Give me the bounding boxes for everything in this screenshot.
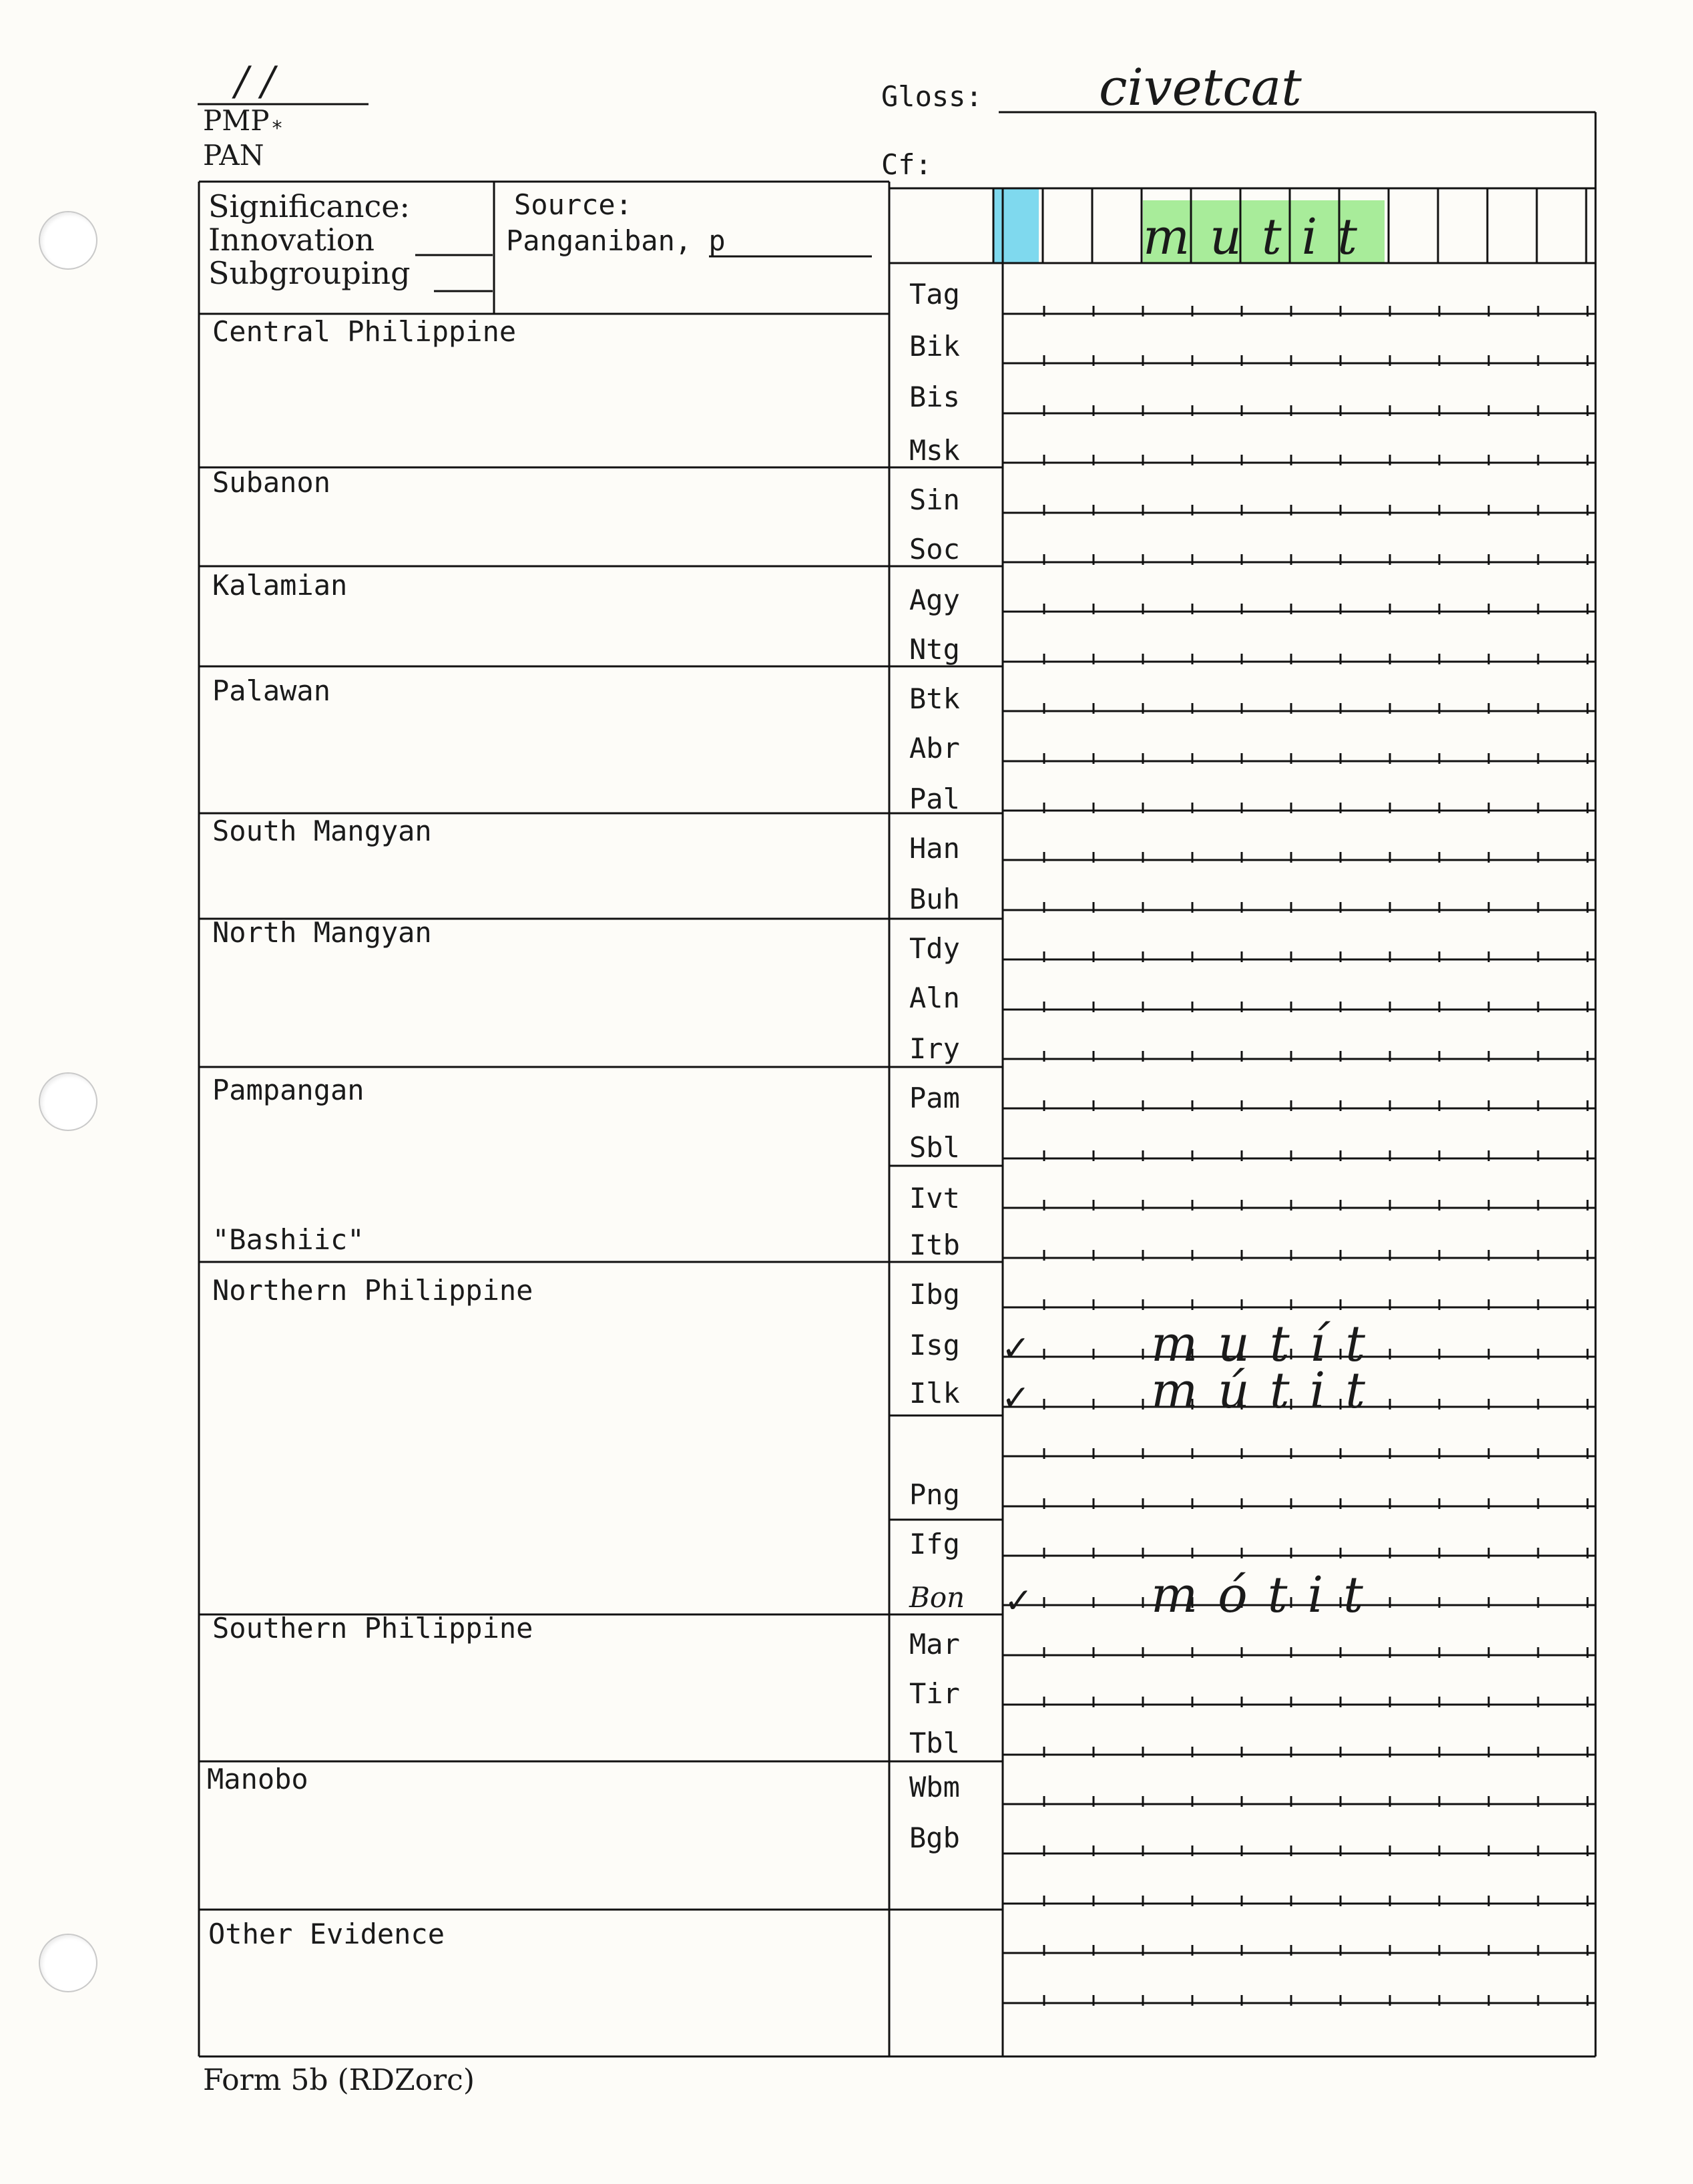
- code-msk: Msk: [909, 434, 960, 467]
- group-pampangan: Pampangan: [212, 1074, 365, 1106]
- group-kalamian: Kalamian: [212, 569, 348, 602]
- pan-label: PAN: [203, 139, 264, 172]
- code-tbl: Tbl: [909, 1727, 960, 1759]
- group-manobo: Manobo: [207, 1763, 308, 1795]
- code-sbl: Sbl: [909, 1131, 960, 1164]
- code-ivt: Ivt: [909, 1182, 960, 1215]
- slash-marks: / /: [235, 58, 275, 105]
- source-value: Panganiban, p: [506, 224, 726, 257]
- significance-title: Significance:: [208, 188, 410, 224]
- group-south-mangyan: South Mangyan: [212, 815, 432, 847]
- pmp-label: PMP: [203, 104, 270, 137]
- code-png: Png: [909, 1478, 960, 1511]
- code-pam: Pam: [909, 1082, 960, 1114]
- code-tag: Tag: [909, 278, 960, 310]
- code-aln: Aln: [909, 981, 960, 1014]
- asterisk: *: [271, 117, 284, 140]
- code-bon: Bon: [909, 1581, 965, 1614]
- form-label: Form 5b (RDZorc): [203, 2063, 475, 2097]
- code-btk: Btk: [909, 682, 960, 715]
- code-iry: Iry: [909, 1032, 960, 1065]
- subgrouping-label: Subgrouping: [208, 255, 411, 291]
- entry-isg: mutít: [1151, 1315, 1385, 1373]
- group-southern-philippine: Southern Philippine: [212, 1612, 533, 1645]
- code-tdy: Tdy: [909, 932, 960, 965]
- code-itb: Itb: [909, 1229, 960, 1261]
- group-other-evidence: Other Evidence: [208, 1918, 445, 1950]
- check-mark-bon: ✓: [1004, 1581, 1033, 1621]
- code-sin: Sin: [909, 483, 960, 516]
- code-bgb: Bgb: [909, 1821, 960, 1854]
- code-soc: Soc: [909, 533, 960, 566]
- code-pal: Pal: [909, 783, 960, 815]
- code-buh: Buh: [909, 883, 960, 915]
- code-wbm: Wbm: [909, 1771, 960, 1803]
- innovation-label: Innovation: [208, 222, 375, 258]
- code-mar: Mar: [909, 1628, 960, 1661]
- group-north-mangyan: North Mangyan: [212, 916, 432, 949]
- code-ibg: Ibg: [909, 1278, 960, 1311]
- code-ilk: Ilk: [909, 1377, 960, 1409]
- group-palawan: Palawan: [212, 674, 331, 707]
- check-mark-isg: ✓: [1001, 1329, 1031, 1369]
- code-ifg: Ifg: [909, 1528, 960, 1560]
- source-label: Source:: [514, 188, 633, 221]
- code-abr: Abr: [909, 732, 960, 765]
- code-ntg: Ntg: [909, 633, 960, 666]
- code-han: Han: [909, 832, 960, 865]
- code-bis: Bis: [909, 381, 960, 413]
- reconstruction-form: mutit: [1143, 208, 1377, 266]
- check-mark-ilk: ✓: [1001, 1378, 1031, 1418]
- code-bik: Bik: [909, 330, 960, 363]
- gloss-label: Gloss:: [881, 80, 983, 113]
- group-northern-philippine: Northern Philippine: [212, 1274, 533, 1307]
- code-tir: Tir: [909, 1677, 960, 1710]
- entry-bon: mótit: [1151, 1566, 1383, 1624]
- code-isg: Isg: [909, 1329, 960, 1361]
- code-agy: Agy: [909, 584, 960, 616]
- group-subanon: Subanon: [212, 466, 331, 499]
- gloss-value: civetcat: [1099, 57, 1302, 117]
- group-central-philippine: Central Philippine: [212, 315, 517, 348]
- cf-label: Cf:: [881, 148, 932, 181]
- entry-ilk: mútit: [1151, 1362, 1385, 1419]
- group-bashiic: "Bashiic": [212, 1223, 365, 1256]
